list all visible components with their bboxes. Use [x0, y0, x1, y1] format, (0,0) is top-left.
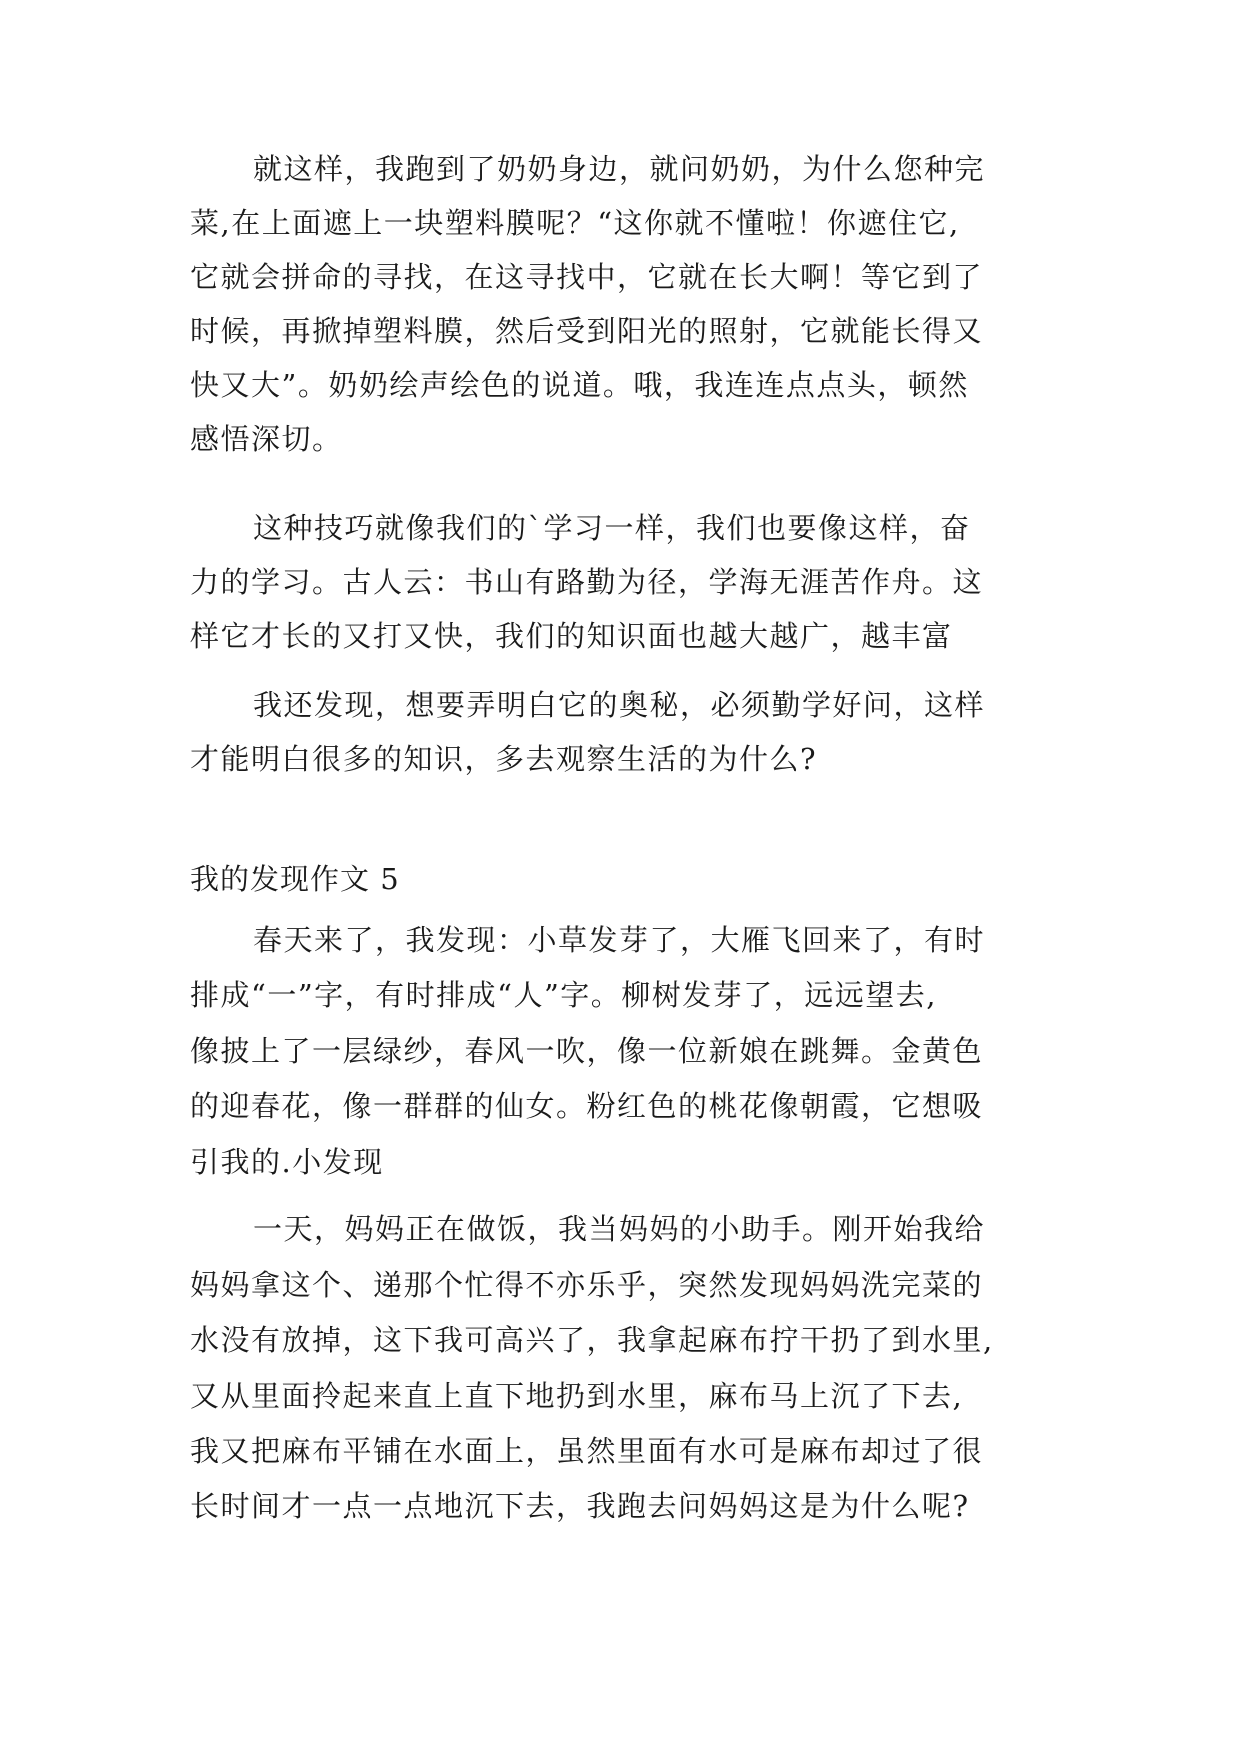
paragraph-line: 一天，妈妈正在做饭，我当妈妈的小助手。刚开始我给 — [253, 1212, 986, 1246]
paragraph-line: 排成“一”字，有时排成“人”字。柳树发芽了，远远望去, — [190, 978, 938, 1012]
paragraph-line: 引我的.小发现 — [190, 1145, 384, 1179]
paragraph-line: 长时间才一点一点地沉下去，我跑去问妈妈这是为什么呢? — [190, 1489, 970, 1523]
paragraph-line: 样它才长的又打又快，我们的知识面也越大越广，越丰富 — [190, 619, 953, 653]
paragraph-line: 它就会拼命的寻找，在这寻找中，它就在长大啊！等它到了 — [190, 260, 984, 294]
paragraph-line: 这种技巧就像我们的`学习一样，我们也要像这样，奋 — [253, 511, 971, 545]
paragraph-line: 春天来了，我发现：小草发芽了，大雁飞回来了，有时 — [253, 923, 986, 957]
paragraph-line: 像披上了一层绿纱，春风一吹，像一位新娘在跳舞。金黄色 — [190, 1034, 984, 1068]
paragraph-line: 时候，再掀掉塑料膜，然后受到阳光的照射，它就能长得又 — [190, 314, 984, 348]
paragraph-line: 我又把麻布平铺在水面上，虽然里面有水可是麻布却过了很 — [190, 1434, 984, 1468]
paragraph-line: 水没有放掉，这下我可高兴了，我拿起麻布拧干扔了到水里, — [190, 1323, 994, 1357]
paragraph-line: 又从里面拎起来直上直下地扔到水里，麻布马上沉了下去, — [190, 1379, 964, 1413]
paragraph-line: 菜,在上面遮上一块塑料膜呢？“这你就不懂啦！你遮住它, — [190, 206, 960, 240]
paragraph-line: 就这样，我跑到了奶奶身边，就问奶奶，为什么您种完 — [253, 152, 986, 186]
paragraph-line: 妈妈拿这个、递那个忙得不亦乐乎，突然发现妈妈洗完菜的 — [190, 1268, 984, 1302]
section-heading: 我的发现作文 5 — [190, 862, 400, 896]
paragraph-line: 才能明白很多的知识，多去观察生活的为什么? — [190, 742, 818, 776]
paragraph-line: 感悟深切。 — [190, 422, 343, 456]
paragraph-line: 快又大”。奶奶绘声绘色的说道。哦，我连连点点头，顿然 — [190, 368, 969, 402]
paragraph-line: 力的学习。古人云：书山有路勤为径，学海无涯苦作舟。这 — [190, 565, 984, 599]
paragraph-line: 的迎春花，像一群群的仙女。粉红色的桃花像朝霞，它想吸 — [190, 1089, 984, 1123]
paragraph-line: 我还发现，想要弄明白它的奥秘，必须勤学好问，这样 — [253, 688, 986, 722]
